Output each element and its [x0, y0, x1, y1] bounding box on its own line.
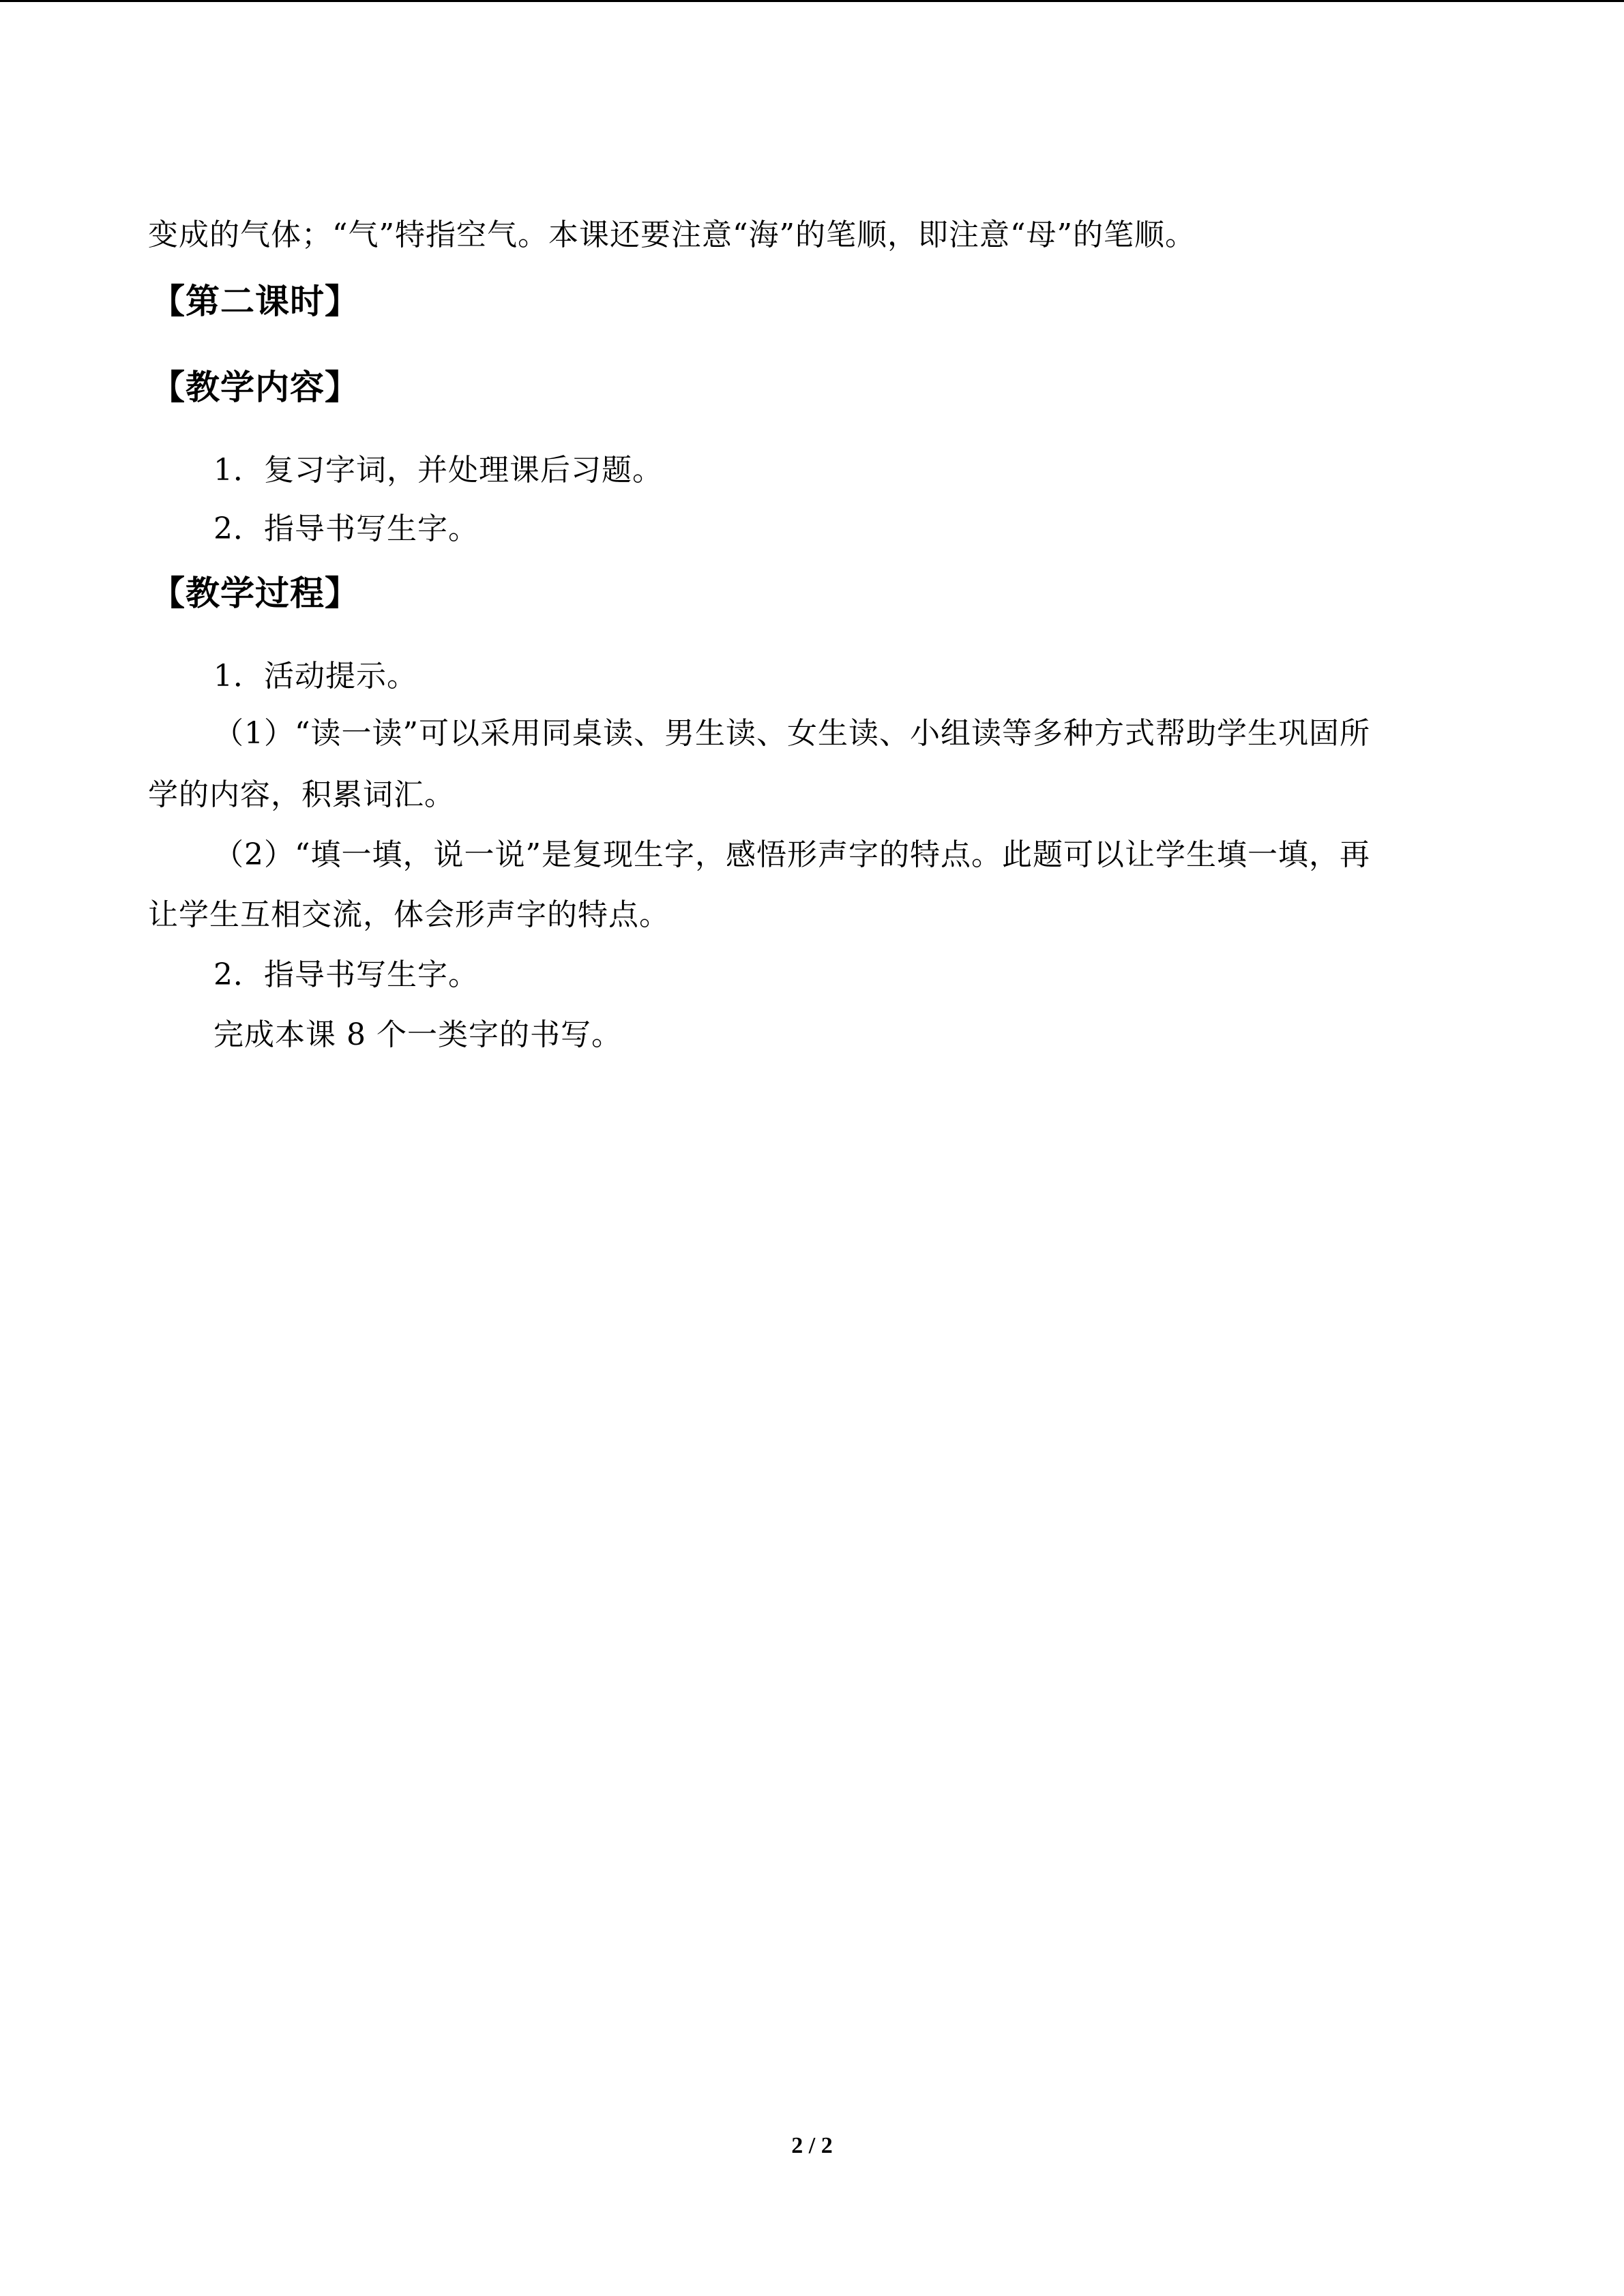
content-item-2: 2．指导书写生字。: [213, 511, 479, 546]
process-item-2: 2．指导书写生字。: [213, 957, 479, 992]
section-heading-second-lesson: 【第二课时】: [151, 282, 359, 321]
section-heading-teaching-content: 【教学内容】: [151, 368, 359, 407]
page-number: 2 / 2: [791, 2133, 833, 2158]
process-subitem-1-line-1: （1）“读一读”可以采用同桌读、男生读、女生读、小组读等多种方式帮助学生巩固所: [213, 716, 1370, 751]
paragraph-line-continuation: 变成的气体；“气”特指空气。本课还要注意“海”的笔顺，即注意“母”的笔顺。: [148, 218, 1196, 252]
process-subitem-1-line-2: 学的内容，积累词汇。: [148, 777, 455, 812]
section-heading-teaching-process: 【教学过程】: [151, 573, 359, 613]
content-item-1: 1．复习字词，并处理课后习题。: [213, 453, 663, 488]
process-item-2-detail: 完成本课 8 个一类字的书写。: [213, 1017, 622, 1052]
process-subitem-2-line-1: （2）“填一填，说一说”是复现生字，感悟形声字的特点。此题可以让学生填一填，再: [213, 837, 1370, 872]
page-top-border: [0, 0, 1624, 2]
process-subitem-2-line-2: 让学生互相交流，体会形声字的特点。: [148, 897, 670, 932]
process-item-1: 1．活动提示。: [213, 659, 417, 694]
